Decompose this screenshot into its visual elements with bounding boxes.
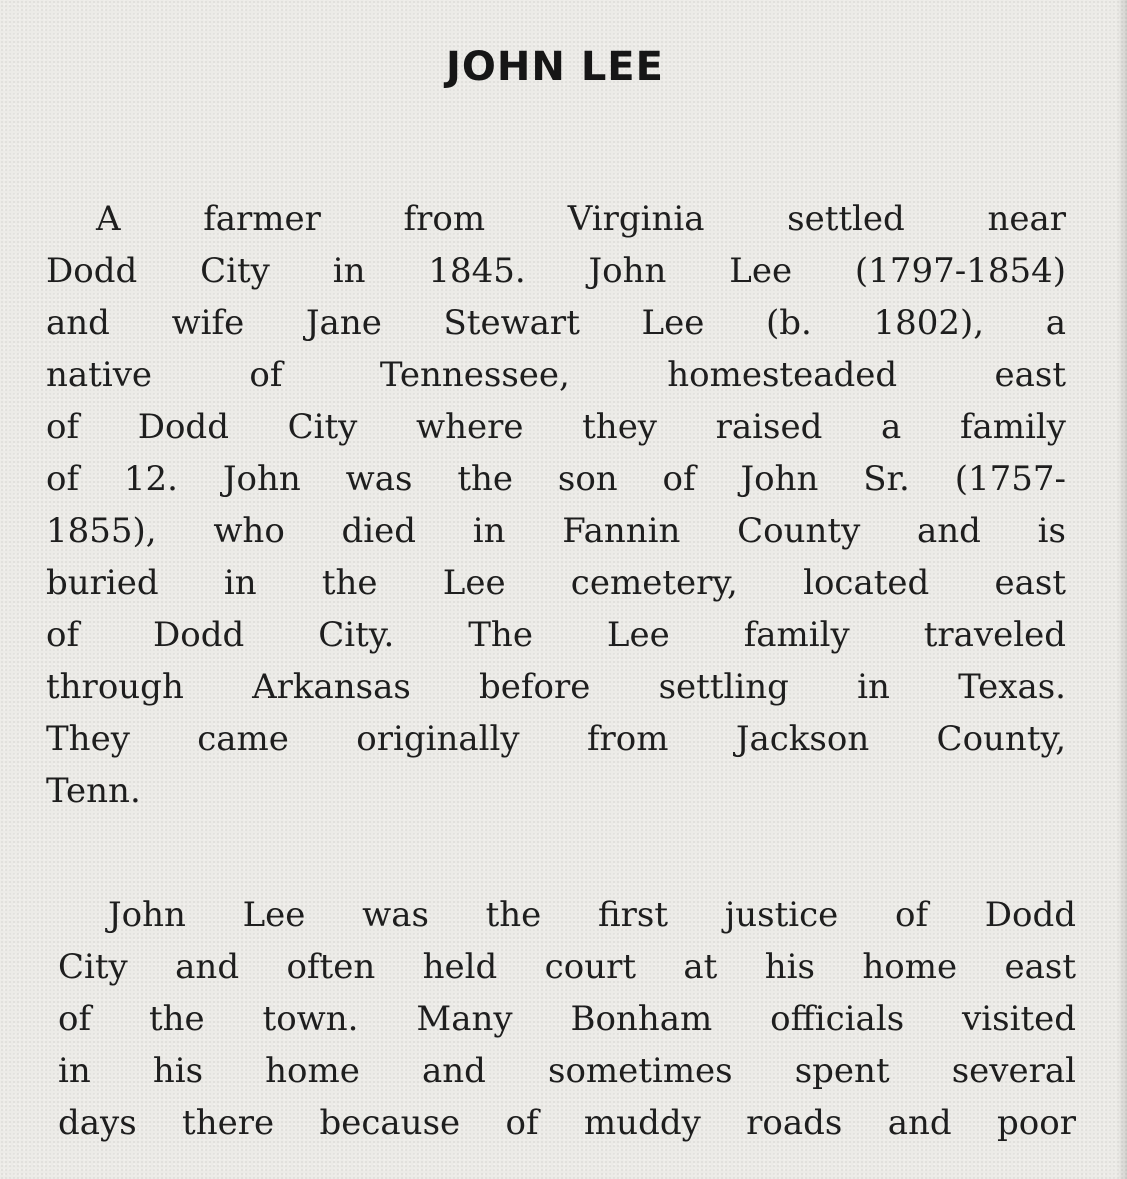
text-line: of 12. John was the son of John Sr. (1757- (46, 459, 1066, 499)
text-line: 1855), who died in Fannin County and is (46, 511, 1066, 551)
paragraph-1 (46, 193, 1066, 817)
text-line: City and often held court at his home east (58, 947, 1076, 987)
text-line: Tenn. (46, 771, 141, 811)
text-line: of Dodd City. The Lee family traveled (46, 615, 1066, 655)
text-line: John Lee was the first justice of Dodd (108, 895, 1076, 935)
text-line: native of Tennessee, homesteaded east (46, 355, 1066, 395)
text-line: They came originally from Jackson County, (46, 719, 1066, 759)
text-line: A farmer from Virginia settled near (96, 199, 1066, 239)
text-line: Dodd City in 1845. John Lee (1797-1854) (46, 251, 1066, 291)
text-line: of the town. Many Bonham officials visited (58, 999, 1076, 1039)
page-title: JOHN LEE (446, 44, 664, 90)
text-line: days there because of muddy roads and poor (58, 1103, 1076, 1143)
text-line: and wife Jane Stewart Lee (b. 1802), a (46, 303, 1066, 343)
text-line: in his home and sometimes spent several (58, 1051, 1076, 1091)
text-line: through Arkansas before settling in Texas. (46, 667, 1066, 707)
page-edge-shadow (1117, 0, 1127, 1179)
paragraph-2 (58, 889, 1076, 1149)
text-line: buried in the Lee cemetery, located east (46, 563, 1066, 603)
text-line: of Dodd City where they raised a family (46, 407, 1066, 447)
